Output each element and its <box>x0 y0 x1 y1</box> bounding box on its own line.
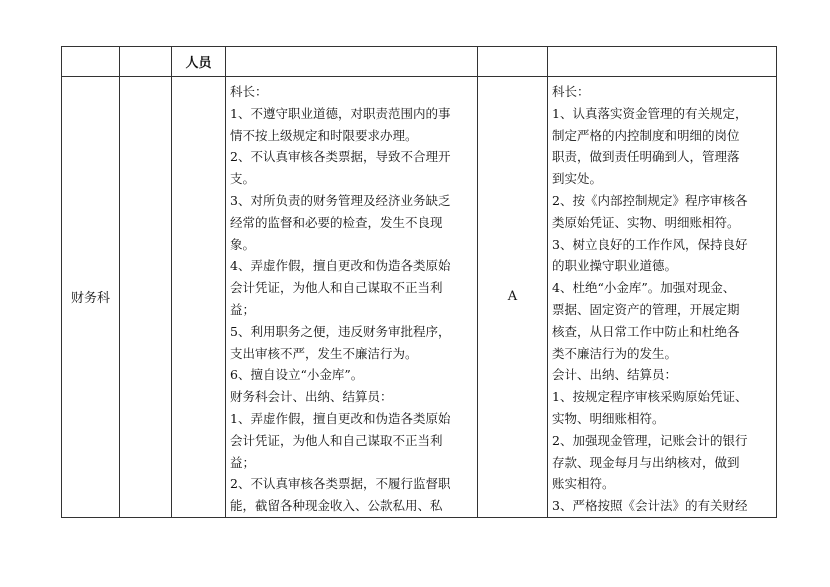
risk-line: 6、擅自设立“小金库”。 <box>230 367 364 383</box>
measure-line: 2、加强现金管理，记账会计的银行 <box>552 432 748 448</box>
risk-line: 支。 <box>230 171 256 187</box>
measure-line: 3、严格按照《会计法》的有关财经 <box>552 498 748 514</box>
risk-line: 会计凭证，为他人和自己谋取不正当利 <box>230 432 443 448</box>
risk-line: 象。 <box>230 236 256 252</box>
measure-line: 类原始凭证、实物、明细账相符。 <box>552 214 740 230</box>
header-cell-5 <box>478 47 548 77</box>
measure-line: 3、树立良好的工作作风，保持良好 <box>552 236 748 252</box>
table-row <box>62 77 777 518</box>
risk-line: 3、对所负责的财务管理及经济业务缺乏 <box>230 192 451 208</box>
risk-line: 经常的监督和必要的检查，发生不良现 <box>230 214 443 230</box>
empty-cell <box>120 77 172 518</box>
risk-line: 科长： <box>230 84 268 99</box>
table-header-row <box>62 47 777 77</box>
measure-line: 到实处。 <box>552 171 603 187</box>
measure-line: 票据、固定资产的管理，开展定期 <box>552 301 740 317</box>
risk-points-list <box>230 81 474 517</box>
measure-line: 的职业操守职业道德。 <box>552 258 678 274</box>
header-cell-1 <box>62 47 120 77</box>
risk-line: 益； <box>230 301 256 317</box>
risk-line: 支出审核不严，发生不廉洁行为。 <box>230 345 418 361</box>
risk-line: 5、利用职务之便，违反财务审批程序， <box>230 323 451 339</box>
measure-line: 存款、现金每月与出纳核对，做到 <box>552 454 740 470</box>
risk-line: 会计凭证，为他人和自己谋取不正当利 <box>230 280 443 296</box>
measure-line: 制定严格的内控制度和明细的岗位 <box>552 127 740 143</box>
risk-level-cell: A <box>478 77 548 518</box>
header-cell-2 <box>120 47 172 77</box>
department-cell: 财务科 <box>62 77 120 518</box>
risk-line: 2、不认真审核各类票据，导致不合理开 <box>230 149 451 165</box>
risk-points-cell <box>226 77 478 518</box>
risk-line: 2、不认真审核各类票据，不履行监督职 <box>230 476 451 492</box>
risk-line: 财务科会计、出纳、结算员： <box>230 389 393 405</box>
person-header-cell: 人员 <box>172 47 226 77</box>
risk-table <box>61 46 777 518</box>
risk-line: 1、弄虚作假，擅自更改和伪造各类原始 <box>230 410 451 426</box>
control-measures-cell <box>548 77 777 518</box>
risk-line: 益； <box>230 454 256 470</box>
risk-line: 能，截留各种现金收入、公款私用、私 <box>230 498 443 514</box>
measure-line: 1、认真落实资金管理的有关规定， <box>552 105 748 121</box>
measure-line: 2、按《内部控制规定》程序审核各 <box>552 192 748 208</box>
measure-line: 科长： <box>552 84 590 99</box>
measure-line: 核查，从日常工作中防止和杜绝各 <box>552 323 740 339</box>
measure-line: 职责，做到责任明确到人，管理落 <box>552 149 740 165</box>
measure-line: 1、按规定程序审核采购原始凭证、 <box>552 389 748 405</box>
measure-line: 账实相符。 <box>552 476 615 492</box>
risk-line: 情不按上级规定和时限要求办理。 <box>230 127 418 143</box>
empty-cell <box>172 77 226 518</box>
measure-line: 实物、明细账相符。 <box>552 410 665 426</box>
measure-line: 类不廉洁行为的发生。 <box>552 345 678 361</box>
header-cell-6 <box>548 47 777 77</box>
control-measures-list <box>552 81 773 517</box>
measure-line: 4、杜绝“小金库”。加强对现金、 <box>552 280 736 296</box>
risk-line: 1、不遵守职业道德，对职责范围内的事 <box>230 105 451 121</box>
measure-line: 会计、出纳、结算员： <box>552 367 678 383</box>
risk-line: 4、弄虚作假，擅自更改和伪造各类原始 <box>230 258 451 274</box>
header-cell-4 <box>226 47 478 77</box>
